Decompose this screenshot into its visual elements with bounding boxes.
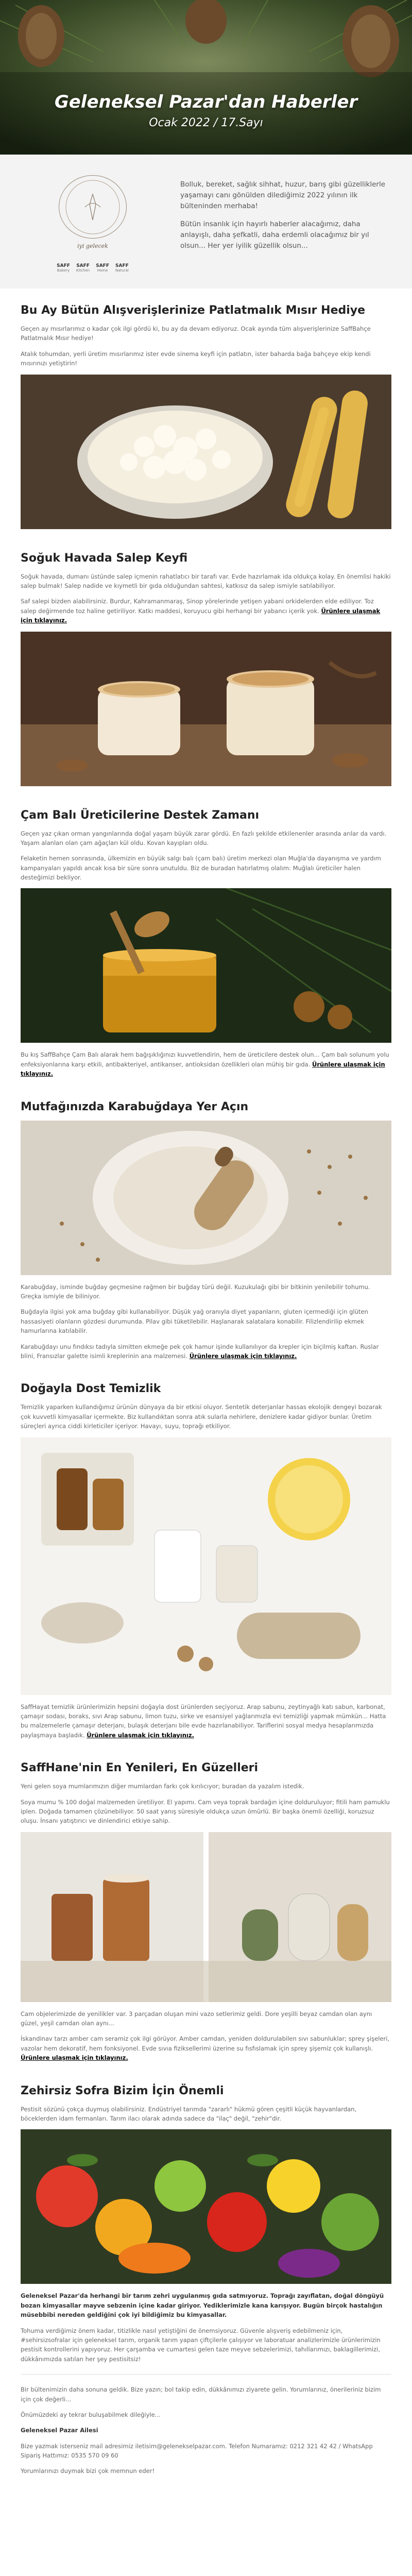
logo-emblem-icon bbox=[62, 176, 124, 238]
brand-badges bbox=[57, 264, 129, 273]
section-karabugday bbox=[0, 1100, 412, 1361]
section-title: Doğayla Dost Temizlik bbox=[21, 1382, 161, 1396]
fruits-vegetables-image bbox=[21, 2129, 391, 2284]
buckwheat-image bbox=[21, 1121, 391, 1275]
section-paragraph: Karabuğday, isminde buğday geçmesine rağmen bir buğday türü değil. Kuzukulağı gibi bir bitkinin yenilebilir tohumu. Greçka ismiyle de biliniyor. bbox=[21, 1283, 370, 1300]
honey-jar-image bbox=[21, 888, 391, 1043]
candles-vases-image bbox=[21, 1832, 391, 2002]
section-salep bbox=[0, 552, 412, 786]
cleaning-products-image bbox=[21, 1437, 391, 1695]
section-paragraph: Yeni gelen soya mumlarımızın diğer mumlardan farkı çok kırılıcıyor; buradan da yazalım istedik. bbox=[21, 1783, 304, 1790]
products-link[interactable]: Ürünlere ulaşmak için tıklayınız. bbox=[21, 2054, 128, 2062]
salep-cups-image bbox=[21, 632, 391, 786]
footer-signature: Geleneksel Pazar Ailesi bbox=[21, 2427, 98, 2434]
section-paragraph: Soya mumu % 100 doğal malzemeden üretiliyor. El yapımı. Cam veya toprak bardağın içine dolduruluyor; fitili ham pamuklu iplen. Doğada tamamen çözünebiliyor. 50 saat yanış süresiyle oldukça uzun ömürlü. Bir başka önemli özelliği, koruzsuz oluşu. İnsanı yatıştırıcı ve dinlendirici etkiye sahip. bbox=[21, 1798, 390, 1825]
brand-badge[interactable]: SAFF Home bbox=[96, 263, 109, 273]
section-title: Bu Ay Bütün Alışverişlerinize Patlatmalık Mısır Hediye bbox=[21, 304, 366, 317]
section-paragraph: Buğdayla ilgisi yok ama buğday gibi kullanabiliyor. Düşük yağ oranıyla diyet yapanların, gluten içermediği için glüten hassasiyeti olanların gözdesi durumunda. Pilav gibi tüketilebilir. Haşlanarak salatalara konabilir. Filizlendirilip ekmek hamurlarına katılabilir. bbox=[21, 1308, 368, 1335]
section-paragraph: Geçen yaz çıkan orman yangınlarında doğal yaşam büyük zarar gördü. En fazlı şekilde etkilenenler arasında arılar da vardı. Yaşam alanları olan çam ağaçları kül oldu. Kovan kayıpları oldu. bbox=[21, 829, 387, 846]
pine-cones-image bbox=[0, 0, 412, 155]
section-paragraph: SaffHayat temizlik ürünlerimizin hepsini doğayla dost ürünlerden seçiyoruz. Arap sabunu, zeytinyağlı katı sabun, karbonat, çamaşır sodası, boraks, sıvı Arap sabunu, limon tuzu, sirke ve esansiyel yağlarımızla evi temizliği yapmak mümkün... Hatta bu malzemelerle çamaşır deterjanı, bulaşık deterjanı bile evde hazırlanabiliyor. Tariflerini sosyal medya hesaplarımızda paylaşmaya başladık. Ürünlere ulaşmak için tıklayınız. bbox=[21, 1703, 386, 1739]
footer bbox=[0, 2385, 412, 2476]
section-honey bbox=[0, 809, 412, 1079]
footer-paragraph: Önümüzdeki ay tekrar buluşabilmek dileğiyle... bbox=[21, 2411, 161, 2418]
newsletter-title: Geleneksel Pazar'dan Haberler bbox=[54, 92, 358, 112]
section-paragraph: Atalık tohumdan, yerli üretim mısırlarımız ister evde sinema keyfi için patlatın, ister baharda bağa bahçeye ekip kendi mısırınızı yetiştirin! bbox=[21, 350, 371, 367]
brand-block bbox=[15, 170, 170, 273]
issue-label: Ocak 2022 / 17.Sayı bbox=[149, 116, 263, 129]
brand-badge[interactable]: SAFF Natural bbox=[115, 263, 129, 273]
section-paragraph: Pestisit sözünü çokça duymuş olabilirsiniz. Endüstriyel tarımda "zararlı" hükmü gören çeşitli küçük hayvanlardan, böceklerden idam fermanları. Tarım ilacı olarak adında sadece da "ilaç" değil, "zehir"dir. bbox=[21, 2105, 357, 2123]
section-cleaning bbox=[0, 1382, 412, 1740]
intro-text bbox=[170, 170, 391, 273]
section-title: Zehirsiz Sofra Bizim İçin Önemli bbox=[21, 2084, 224, 2097]
products-link[interactable]: Ürünlere ulaşmak için tıklayınız. bbox=[189, 1352, 297, 1360]
footer-paragraph: Yorumlarınızı duymak bizi çok memnun eder! bbox=[21, 2467, 155, 2475]
brand-badge[interactable]: SAFF Kitchen bbox=[76, 263, 90, 273]
brand-badge[interactable]: SAFF Bakery bbox=[57, 263, 70, 273]
section-paragraph: Geleneksel Pazar'da herhangi bir tarım zehri uygulanmış gıda satmıyoruz. Toprağı zayıflatan, doğal döngüyü bozan kimyasallar mayve sebzenin içine kadar giriyor. Yediklerimizle kana karışıyor. Bugün birçok hastalığın müsebbibi nereden geldiğini çok iyi bildiğimiz bu kimyasallar. bbox=[21, 2292, 384, 2319]
footer-contact[interactable]: Bize yazmak isterseniz mail adresimiz iletisim@gelenekselpazar.com. Telefon Numaramız: 0212 321 42 42 / WhatsApp Sipariş Hattımız: 0535 570 09 60 bbox=[21, 2442, 373, 2460]
section-paragraph: İskandinav tarzı amber cam seramiz çok ilgi görüyor. Amber camdan, yeniden doldurulabilen sıvı sabunluklar; sprey şişeleri, vazolar hem dekoratif, hem fonksiyonel. Evde sıvıa fiziksellerimi üzerine su fısfıslamak için sprey şişemiz çok kullanışlı. Ürünlere ulaşmak için tıklayınız. bbox=[21, 2035, 390, 2062]
section-title: SaffHane'nin En Yenileri, En Güzelleri bbox=[21, 1761, 259, 1775]
section-paragraph: Cam objelerimizde de yenilikler var. 3 parçadan oluşan mini vazo setlerimiz geldi. Dore yeşilli beyaz camdan olan aynı güzel, yeşil camdan olan aynı... bbox=[21, 2010, 372, 2027]
section-title: Çam Balı Üreticilerine Destek Zamanı bbox=[21, 808, 260, 822]
section-paragraph: Temizlik yaparken kullandığımız ürünün dünyaya da bir etkisi oluyor. Sentetik deterjanlar hassas ekolojik dengeyi bozarak çok kuvvetli kimyasallar içermekte. Biz kullandıktan sonra atık sularla nehirlere, denizlere kadar gidiyor bunlar. Üretim süreçleri ayrıca ciddi kirleticiler içeriyor. Havayı, suyu, toprağı etkiliyor. bbox=[21, 1403, 382, 1430]
products-link[interactable]: Ürünlere ulaşmak için tıklayınız. bbox=[21, 1060, 385, 1078]
footer-paragraph: Bir bültenimizin daha sonuna geldik. Bize yazın; bol takip edin, dükkânımızı ziyarete gelin. Yorumlarınız, önerileriniz bizim için çok değerli... bbox=[21, 2386, 381, 2403]
popcorn-image bbox=[21, 375, 391, 529]
section-paragraph: Karabuğdayı unu fındıksı tadıyla simitten ekmeğe pek çok hamur işinde kullanılıyor da krepler için biçilmiş kaftan. Ruslar blini, Fransızlar galette isimli kreplerinin ana malzemesi. Ürünlere ulaşmak için tıklayınız. bbox=[21, 1343, 379, 1360]
brand-logo bbox=[59, 175, 127, 239]
intro-band bbox=[0, 155, 412, 289]
section-paragraph: Geçen ay mısırlarımız o kadar çok ilgi gördü ki, bu ay da devam ediyoruz. Ocak ayında tüm alışverişlerinize SaffBahçe Patlatmalık Mısır hediye! bbox=[21, 325, 371, 342]
intro-paragraph: Bütün insanlık için hayırlı haberler alacağımız, daha anlayışlı, daha şefkatli, daha erdemli olacağımız bir yıl olsun... Her yer iyilik güzellik olsun... bbox=[180, 219, 369, 250]
hero-banner bbox=[0, 0, 412, 155]
divider bbox=[21, 2374, 391, 2375]
section-popcorn bbox=[0, 304, 412, 529]
section-paragraph: Soğuk havada, dumanı üstünde salep içmenin rahatlatıcı bir tarafı var. Evde hazırlamak ida oldukça kolay. En önemlisi hakiki salep bulmak! Salep nadide ve kıymetli bir gıda olduğundan sahtesi, katkısız da salep ismiyle satılabiliyor. bbox=[21, 572, 391, 589]
brand-tagline: iyi gelecek bbox=[77, 243, 108, 250]
section-saffhane bbox=[0, 1761, 412, 2063]
products-link[interactable]: Ürünlere ulaşmak için tıklayınız. bbox=[87, 1731, 194, 1739]
section-paragraph: Tohuma verdiğimiz önem kadar, titizlikle nasıl yetiştiğini de önemsiyoruz. Güvenle alışveriş edebilmeniz için, #sehirsizsofralar için geleneksel tarım, organik tarım yapan çiftçilerle çalışıyor ve laboratuar analizlerimizle ürünlerimizin pestisit kontrollerini yapıyoruz. Her çarşamba ve cumartesi gelen taze meyve sebzelerimizi, tahıllarımızı, baklagillerimizi, dükkânımızda satılan her şey pestisitsiz! bbox=[21, 2327, 381, 2363]
section-zehirsiz-sofra bbox=[0, 2084, 412, 2364]
section-paragraph: Saf salepi bizden alabilirsiniz. Burdur, Kahramanmaraş, Sinop yörelerinde yetişen yabani orkidelerden elde ediliyor. Toz salep değirmende toz haline getiriliyor. Katkı maddesi, koruyucu gibi herhangi bir yabancı içerik yok. Ürünlere ulaşmak için tıklayınız. bbox=[21, 598, 381, 624]
products-link[interactable]: Ürünlere ulaşmak için tıklayınız. bbox=[21, 607, 381, 624]
section-paragraph: Felaketin hemen sonrasında, ülkemizin en büyük salgı balı (çam balı) üretim merkezi olan Muğla'da dayanışma ve yardım kampanyaları yapıldı ancak kısa bir süre sonra unutuldu. Biz de buradan hatırlatmış olalım: Muğlalı üreticiler halen desteğimizi bekliyor. bbox=[21, 855, 381, 882]
intro-paragraph: Bolluk, bereket, sağlık sihhat, huzur, barış gibi güzelliklerle yaşamayı canı gönülden dilediğimiz 2022 yılının ilk bülteninden merhaba! bbox=[180, 180, 385, 210]
section-title: Mutfağınızda Karabuğdaya Yer Açın bbox=[21, 1100, 249, 1113]
section-paragraph: Bu kış SaffBahçe Çam Balı alarak hem bağışıklığınızı kuvvetlendirin, hem de üreticilere destek olun... Çam balı solunum yolu enfeksiyonlarına karşı etkili, antibakteriyel, antikanser, antioksidan özellikleri olan mühiş bir gıda. Ürünlere ulaşmak için tıklayınız. bbox=[21, 1051, 389, 1078]
section-title: Soğuk Havada Salep Keyfi bbox=[21, 551, 188, 565]
